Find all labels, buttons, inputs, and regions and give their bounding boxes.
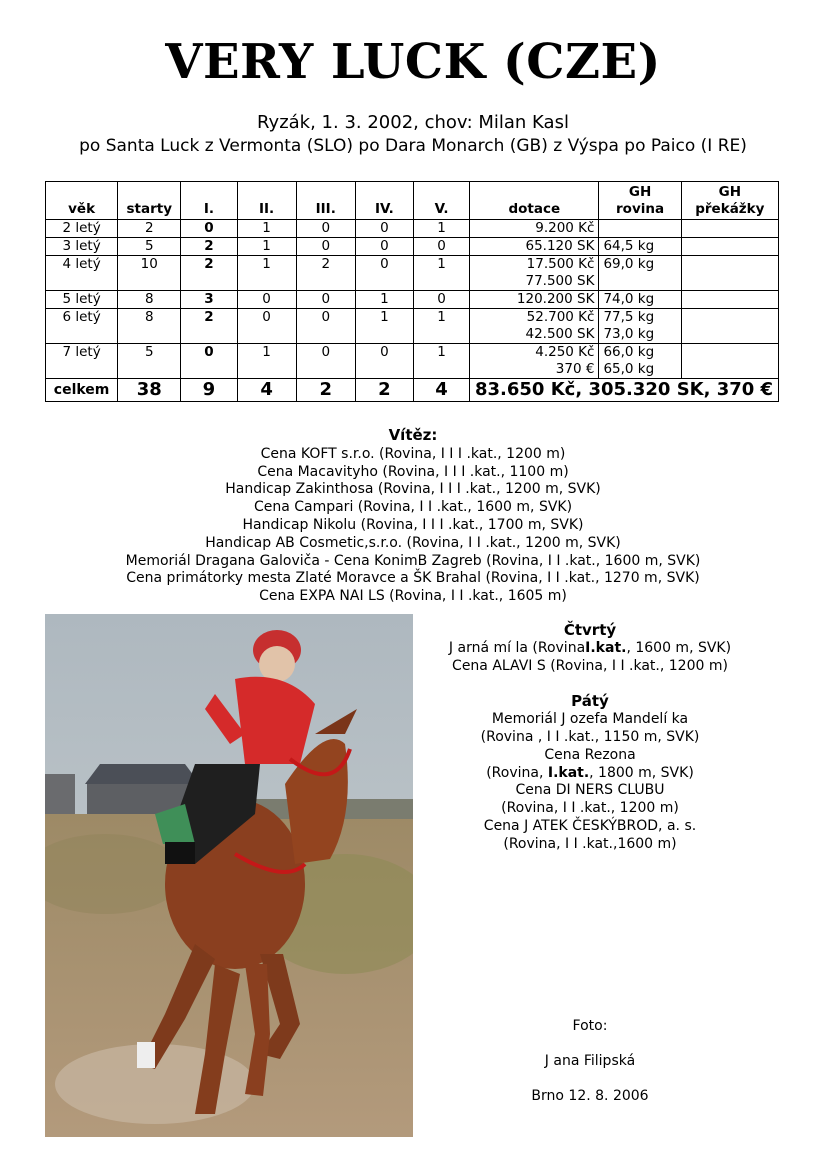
table-row [46,309,779,344]
winner-race: Cena EXPA NAI LS (Rovina, I I .kat., 1605 m) [259,588,567,605]
page-title: VERY LUCK (CZE) [165,34,661,90]
cell-prize [470,291,599,309]
cell-age: 5 letý [46,291,118,309]
cell-age: 4 letý [46,256,118,291]
fourth-heading: Čtvrtý [563,621,617,639]
cell-age: 3 letý [46,238,118,256]
cell-starts: 5 [118,238,181,256]
table-row [46,256,779,291]
cell-fourth: 1 [355,291,413,309]
cell-second: 1 [237,238,296,256]
winner-race: Handicap Nikolu (Rovina, I I I .kat., 1700 m, SVK) [242,516,584,533]
total-starts: 38 [118,379,181,402]
fifth-line: (Rovina , I I .kat., 1150 m, SVK) [480,728,700,745]
cell-gh-jump [681,220,778,238]
cell-prize [470,220,599,238]
fifth-heading: Pátý [571,692,609,711]
photo-author: J ana Filipská [544,1053,636,1069]
cell-gh-jump [681,256,778,291]
cell-third: 0 [296,220,355,238]
cell-gh-jump [681,291,778,309]
cell-gh-jump [681,309,778,344]
cell-gh-jump [681,238,778,256]
cell-gh-flat [599,256,681,291]
cell-fourth: 0 [355,344,413,379]
cell-prize [470,309,599,344]
cell-gh-jump [681,344,778,379]
fourth-race-1: J arná mí la (RovinaI.kat., 1600 m, SVK) [448,639,732,656]
prize-value: 77.500 SK [525,273,595,289]
total-fourth: 2 [355,379,413,402]
table-row [46,291,779,309]
header-second: II. [237,182,296,220]
header-starts: starty [118,182,181,220]
fifth-line: Memoriál J ozefa Mandelí ka [491,711,689,728]
table-row [46,220,779,238]
cell-second: 0 [237,291,296,309]
winner-heading: Vítěz: [388,426,438,444]
cell-gh-flat [599,238,681,256]
fifth-line: Cena J ATEK ČESKÝBROD, a. s. [483,817,697,834]
prize-value: 4.250 Kč [535,344,595,360]
cell-fifth: 1 [413,344,469,379]
gh-value: 69,0 kg [603,256,655,272]
placings-section [440,622,740,854]
gh-value: 64,5 kg [603,238,655,254]
cell-third: 0 [296,309,355,344]
winner-race: Cena Macavityho (Rovina, I I I .kat., 1100 m) [257,463,569,480]
table-header-row [46,182,779,220]
fifth-line: (Rovina, I I .kat., 1200 m) [501,800,679,817]
cell-gh-flat [599,309,681,344]
cell-fifth: 0 [413,291,469,309]
winner-race: Handicap Zakinthosa (Rovina, I I I .kat., 1200 m, SVK) [225,481,601,498]
fifth-line: (Rovina, I I .kat.,1600 m) [503,835,677,852]
total-prize: 83.650 Kč, 305.320 SK, 370 € [470,379,779,402]
photo-credit [490,1018,690,1123]
prize-value: 9.200 Kč [535,220,595,236]
table-row [46,238,779,256]
total-first: 9 [181,379,237,402]
photo-label: Foto: [572,1018,608,1034]
cell-prize [470,256,599,291]
cell-third: 2 [296,256,355,291]
fifth-line: Cena Rezona [544,746,636,763]
header-gh-jump: GH překážky [681,182,778,220]
winner-list [0,446,826,606]
total-fifth: 4 [413,379,469,402]
statistics-table [45,181,779,402]
cell-third: 0 [296,238,355,256]
horse-info: Ryzák, 1. 3. 2002, chov: Milan Kasl [257,112,569,133]
header-age: věk [46,182,118,220]
winner-section [0,427,826,606]
prize-value: 370 € [555,361,595,377]
header-third: III. [296,182,355,220]
cell-prize [470,238,599,256]
cell-second: 1 [237,256,296,291]
cell-gh-flat [599,220,681,238]
gh-value: 65,0 kg [603,361,655,377]
cell-fifth: 1 [413,220,469,238]
cell-fifth: 1 [413,256,469,291]
winner-race: Memoriál Dragana Galoviča - Cena KonimB Zagreb (Rovina, I I .kat., 1600 m, SVK) [125,552,701,569]
gh-value: 73,0 kg [603,326,655,342]
gh-value: 66,0 kg [603,344,655,360]
cell-starts: 5 [118,344,181,379]
cell-third: 0 [296,344,355,379]
prize-value: 52.700 Kč [526,309,595,325]
header-fourth: IV. [355,182,413,220]
cell-fourth: 1 [355,309,413,344]
cell-age: 6 letý [46,309,118,344]
total-second: 4 [237,379,296,402]
cell-fourth: 0 [355,220,413,238]
cell-fourth: 0 [355,238,413,256]
cell-third: 0 [296,291,355,309]
cell-fifth: 1 [413,309,469,344]
winner-race: Cena primátorky mesta Zlaté Moravce a ŠK Brahal (Rovina, I I .kat., 1270 m, SVK) [126,570,700,587]
cell-first: 2 [181,256,237,291]
total-label: celkem [46,379,118,402]
cell-starts: 8 [118,309,181,344]
cell-prize [470,344,599,379]
winner-race: Cena KOFT s.r.o. (Rovina, I I I .kat., 1200 m) [260,445,566,462]
cell-gh-flat [599,344,681,379]
prize-value: 42.500 SK [525,326,595,342]
cell-first: 0 [181,344,237,379]
winner-race: Handicap AB Cosmetic,s.r.o. (Rovina, I I .kat., 1200 m, SVK) [205,534,621,551]
cell-first: 3 [181,291,237,309]
fourth-race-2: Cena ALAVI S (Rovina, I I .kat., 1200 m) [452,657,728,674]
cell-first: 2 [181,309,237,344]
horse-photo [45,614,413,1137]
photo-place-date: Brno 12. 8. 2006 [531,1088,649,1104]
prize-value: 17.500 Kč [526,256,595,272]
header-gh-flat: GH rovina [599,182,681,220]
prize-value: 65.120 SK [525,238,595,254]
fifth-line: Cena DI NERS CLUBU [515,782,665,799]
cell-starts: 8 [118,291,181,309]
cell-second: 1 [237,344,296,379]
cell-gh-flat [599,291,681,309]
winner-race: Cena Campari (Rovina, I I .kat., 1600 m, SVK) [253,499,573,516]
header-fifth: V. [413,182,469,220]
cell-fifth: 0 [413,238,469,256]
cell-age: 2 letý [46,220,118,238]
gh-value: 74,0 kg [603,291,655,307]
cell-fourth: 0 [355,256,413,291]
cell-first: 2 [181,238,237,256]
table-row [46,344,779,379]
cell-second: 0 [237,309,296,344]
gh-value: 77,5 kg [603,309,655,325]
pedigree: po Santa Luck z Vermonta (SLO) po Dara Monarch (GB) z Výspa po Paico (I RE) [79,136,747,156]
cell-starts: 10 [118,256,181,291]
cell-first: 0 [181,220,237,238]
header-prize: dotace [470,182,599,220]
cell-second: 1 [237,220,296,238]
table-total-row [46,379,779,402]
fifth-line: (Rovina, I.kat., 1800 m, SVK) [486,764,694,781]
cell-starts: 2 [118,220,181,238]
cell-age: 7 letý [46,344,118,379]
total-third: 2 [296,379,355,402]
header-first: I. [181,182,237,220]
prize-value: 120.200 SK [516,291,595,307]
